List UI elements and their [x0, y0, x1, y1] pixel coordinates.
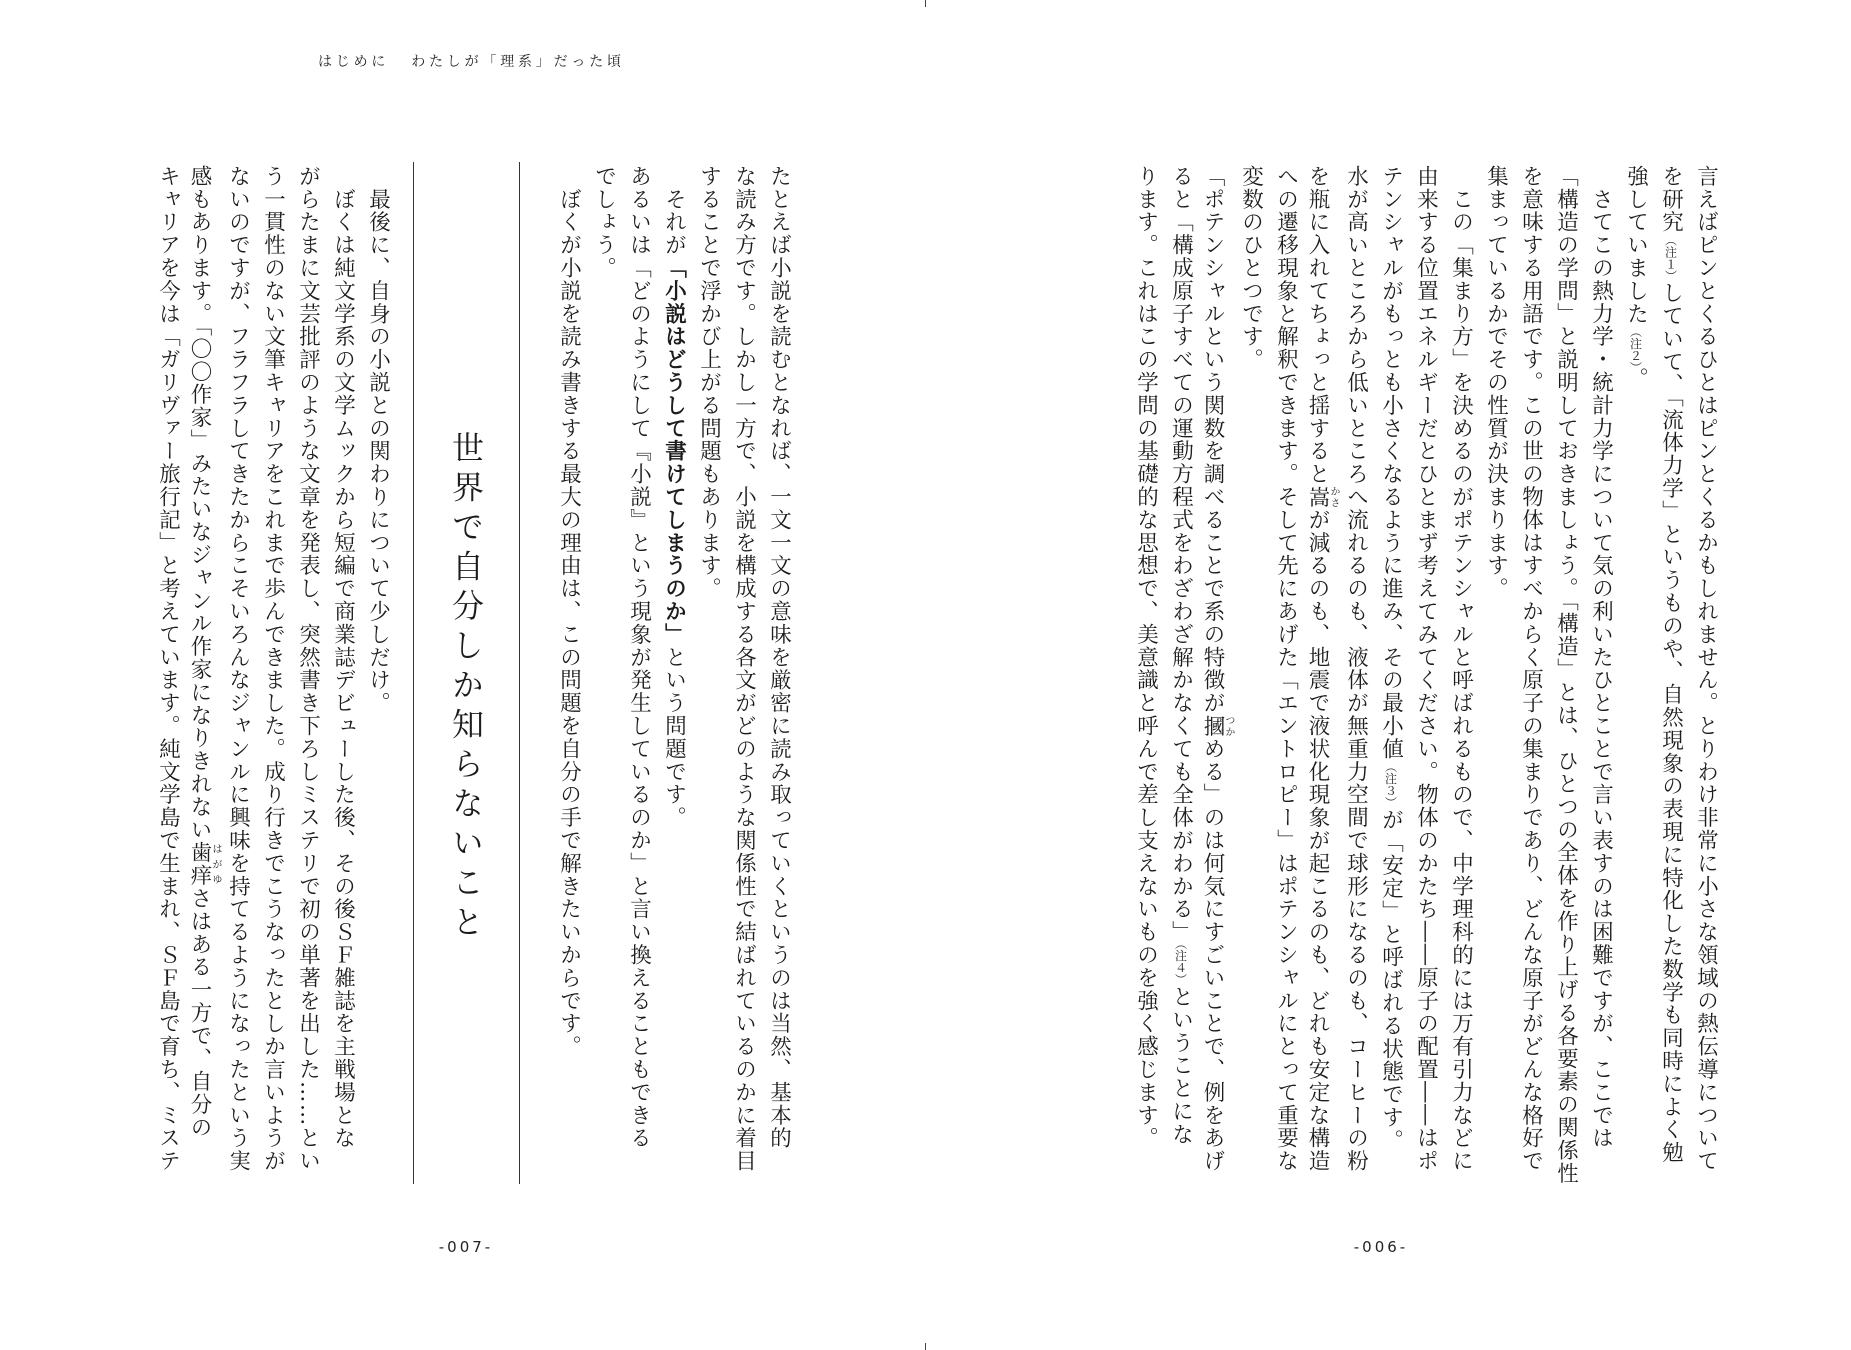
text-run: 「ポテンシャルという関数を調べることで系の特徴が [1200, 165, 1225, 715]
text-column [326, 165, 361, 1205]
ruby-reading: はがゆ [210, 841, 221, 888]
text-run: 「構造の学問」と説明しておきましょう。「構造」とは、ひとつの全体を作り上げる各要素の関係性 [1553, 165, 1579, 1185]
ruby-reading: つか [1223, 714, 1234, 738]
running-head-section: はじめに [318, 54, 390, 70]
section-heading-rule-right [519, 162, 520, 1184]
text-column [291, 165, 326, 1205]
text-column [1654, 165, 1689, 1205]
text-run: この「集まり方」を決めるのがポテンシャルと呼ばれるもので、中学理科的には万有引力などに [1448, 165, 1474, 1173]
right-page-body [1129, 165, 1724, 1205]
text-column [1374, 165, 1409, 1205]
text-column [1234, 165, 1269, 1205]
text-run: することで浮かび上がる問題もあります。 [696, 165, 722, 601]
text-column [1444, 165, 1479, 1205]
emphasis-text: 「小説はどうして書けてしまうのか」 [661, 256, 687, 646]
left-page-body-before-heading [552, 165, 797, 1205]
section-heading: 世界で自分しか知らないこと [447, 431, 485, 945]
text-run: う一貫性のない文筆キャリアをこれまで歩んできました。成り行きでこうなったとしか言いようが [260, 165, 286, 1173]
text-run: な読み方です。しかし一方で、小説を構成する各文がどのような関係性で結ばれているのかに着目 [731, 165, 757, 1173]
ruby-base: 歯痒 [187, 841, 212, 888]
section-heading-rule-left [413, 162, 414, 1184]
text-run: が「安定」と呼ばれる状態です。 [1378, 808, 1404, 1152]
text-column [1129, 165, 1164, 1205]
text-column [186, 165, 221, 1205]
footnote-marker: （注３） [1383, 760, 1398, 809]
running-head [318, 51, 625, 71]
text-run: 最後に、自身の小説との関わりについて少しだけ。 [365, 165, 391, 715]
text-run: さはある一方で、自分の [187, 887, 212, 1139]
text-column [552, 165, 587, 1205]
text-column [1164, 165, 1199, 1205]
text-column [1689, 165, 1724, 1205]
page-number-left: -007- [438, 1238, 494, 1256]
text-column [587, 165, 622, 1205]
text-column [256, 165, 291, 1205]
ruby-annotation [187, 841, 221, 888]
text-run: を瓶に入れてちょっと揺すると [1305, 165, 1330, 486]
text-column [622, 165, 657, 1205]
text-column [361, 165, 396, 1205]
left-page-body-after-heading [151, 165, 396, 1205]
ruby-annotation [1200, 714, 1234, 738]
text-run: していて、「流体力学」というものや、自然現象の表現に特化した数学も同時によく勉 [1658, 281, 1684, 1165]
page-number-right: -006- [1353, 1238, 1409, 1256]
text-run: でしょう。 [591, 165, 617, 280]
text-run: 言えばピンとくるひとはピンとくるかもしれません。とりわけ非常に小さな領域の熱伝導について [1693, 165, 1719, 1173]
footnote-marker: （注４） [1173, 943, 1188, 986]
text-run: 由来する位置エネルギーだとひとまず考えてみてください。物体のかたち――原子の配置――はポ [1413, 165, 1439, 1173]
text-run: める」のは何気にすごいことで、例をあげ [1200, 737, 1225, 1173]
footnote-marker: （注１） [1663, 233, 1678, 282]
text-run: 感もあります。「〇〇作家」みたいなジャンル作家になりきれない [187, 165, 212, 842]
ruby-base: 嵩 [1305, 485, 1330, 509]
text-column [1584, 165, 1619, 1205]
text-run: がらたまに文芸批評のような文章を発表し、突然書き下ろしミステリで初の単著を出した……とい [295, 165, 321, 1173]
text-run: ります。これはこの学問の基礎的な思想で、美意識と呼んで差し支えないものを強く感じます。 [1133, 165, 1159, 1150]
text-run: ないのですが、フラフラしてきたからこそいろんなジャンルに興味を持てるようになったという実 [225, 165, 251, 1173]
bottom-center-trim-mark [925, 1343, 926, 1350]
text-column [1514, 165, 1549, 1205]
text-column [1339, 165, 1374, 1205]
text-run: 変数のひとつです。 [1238, 165, 1264, 372]
text-run: 。 [1623, 367, 1649, 391]
text-column [1199, 165, 1234, 1205]
text-run: キャリアを今は「ガリヴァー旅行記」と考えています。純文学島で生まれ、ＳＦ島で育ち、ミステ [155, 165, 181, 1173]
ruby-annotation [1305, 485, 1339, 509]
text-column [657, 165, 692, 1205]
text-run: あるいは「どのようにして『小説』という現象が発生しているのか」と言い換えることもできる [626, 165, 652, 1150]
text-run: ということにな [1168, 985, 1194, 1146]
text-run: さてこの熱力学・統計力学について気の利いたひとことで言い表すのは困難ですが、ここでは [1588, 165, 1614, 1150]
text-run: 水が高いところから低いところへ流れるのも、液体が無重力空間で球形になるのも、コーヒーの粉 [1343, 165, 1369, 1173]
text-run: を研究 [1658, 165, 1684, 234]
text-column [1549, 165, 1584, 1205]
text-column [151, 165, 186, 1205]
text-column [1269, 165, 1304, 1205]
text-run: 強していました [1623, 165, 1649, 326]
text-column [1409, 165, 1444, 1205]
footnote-marker: （注２） [1628, 325, 1643, 368]
text-run: たとえば小説を読むとなれば、一文一文の意味を厳密に読み取っていくというのは当然、基本的 [766, 165, 792, 1150]
text-run: への遷移現象と解釈できます。そして先にあげた「エントロピー」はポテンシャルにとって重要な [1273, 165, 1299, 1173]
text-run: ると「構成原子すべての運動方程式をわざわざ解かなくても全体がわかる」 [1168, 165, 1194, 944]
ruby-reading: かさ [1328, 485, 1339, 509]
text-run: それが [661, 165, 687, 257]
text-run: 集まっているかでその性質が決まります。 [1483, 165, 1509, 601]
text-run: を意味する用語です。この世の物体はすべからく原子の集まりであり、どんな原子がどんな格好で [1518, 165, 1544, 1173]
text-run: という問題です。 [661, 645, 687, 830]
text-run: ぼくは純文学系の文学ムックから短編で商業誌デビューした後、その後ＳＦ雑誌を主戦場とな [330, 165, 356, 1150]
running-head-title: わたしが「理系」だった頃 [411, 54, 625, 70]
text-column [1479, 165, 1514, 1205]
text-run: テンシャルがもっとも小さくなるように進み、その最小値 [1378, 165, 1404, 761]
text-column [1619, 165, 1654, 1205]
top-center-trim-mark [925, 0, 926, 7]
text-run: が減るのも、地震で液状化現象が起こるのも、どれも安定な構造 [1305, 508, 1330, 1173]
text-column [762, 165, 797, 1205]
text-column [727, 165, 762, 1205]
text-column [221, 165, 256, 1205]
text-column [1304, 165, 1339, 1205]
text-run: ぼくが小説を読み書きする最大の理由は、この問題を自分の手で解きたいからです。 [556, 165, 582, 1059]
text-column [692, 165, 727, 1205]
ruby-base: 摑 [1200, 714, 1225, 738]
